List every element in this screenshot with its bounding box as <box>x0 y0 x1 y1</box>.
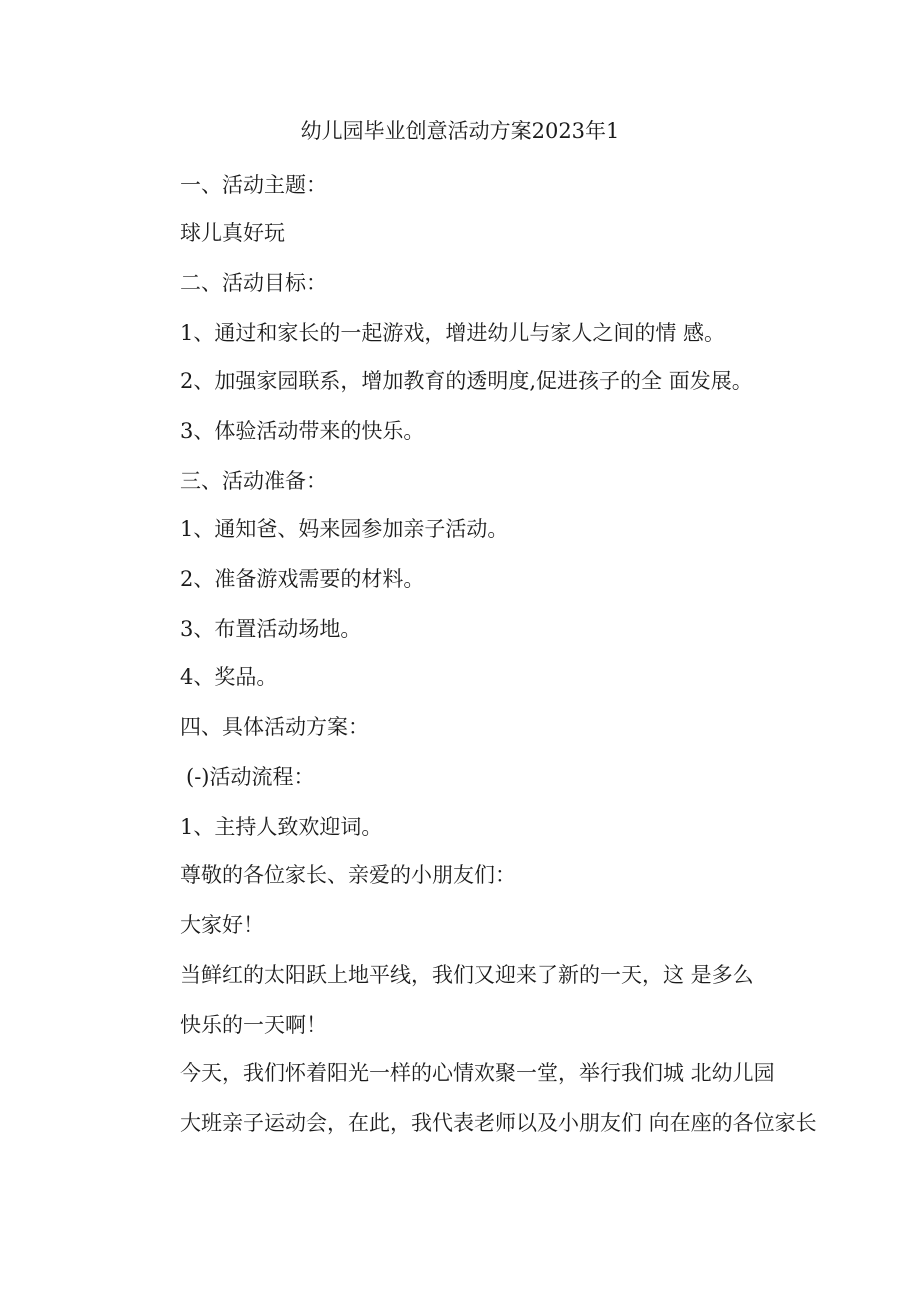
list-item: 2、准备游戏需要的材料。 <box>180 567 425 591</box>
list-item: 3、布置活动场地。 <box>180 617 362 641</box>
paragraph: 球儿真好玩 <box>180 221 285 245</box>
list-item: 2、加强家园联系，增加教育的透明度,促进孩子的全 面发展。 <box>180 369 753 393</box>
paragraph: 尊敬的各位家长、亲爱的小朋友们： <box>180 863 516 887</box>
list-item: 1、主持人致欢迎词。 <box>180 815 383 839</box>
subsection-heading-process: (-)活动流程： <box>186 765 315 789</box>
paragraph: 快乐的一天啊！ <box>180 1013 327 1037</box>
section-heading-theme: 一、活动主题： <box>180 173 327 197</box>
paragraph: 大家好！ <box>180 913 264 937</box>
paragraph: 今天，我们怀着阳光一样的心情欢聚一堂，举行我们城 北幼儿园 <box>180 1061 775 1085</box>
document-title: 幼儿园毕业创意活动方案2023年1 <box>300 119 620 143</box>
list-item: 1、通过和家长的一起游戏，增进幼儿与家人之间的情 感。 <box>180 321 726 345</box>
section-heading-preparation: 三、活动准备： <box>180 469 327 493</box>
paragraph: 当鲜红的太阳跃上地平线，我们又迎来了新的一天，这 是多么 <box>180 963 754 987</box>
list-item: 1、通知爸、妈来园参加亲子活动。 <box>180 517 509 541</box>
paragraph: 大班亲子运动会，在此，我代表老师以及小朋友们 向在座的各位家长 <box>180 1111 817 1135</box>
section-heading-goals: 二、活动目标： <box>180 271 327 295</box>
list-item: 4、奖品。 <box>180 665 278 689</box>
list-item: 3、体验活动带来的快乐。 <box>180 419 425 443</box>
section-heading-plan: 四、具体活动方案： <box>180 715 369 739</box>
